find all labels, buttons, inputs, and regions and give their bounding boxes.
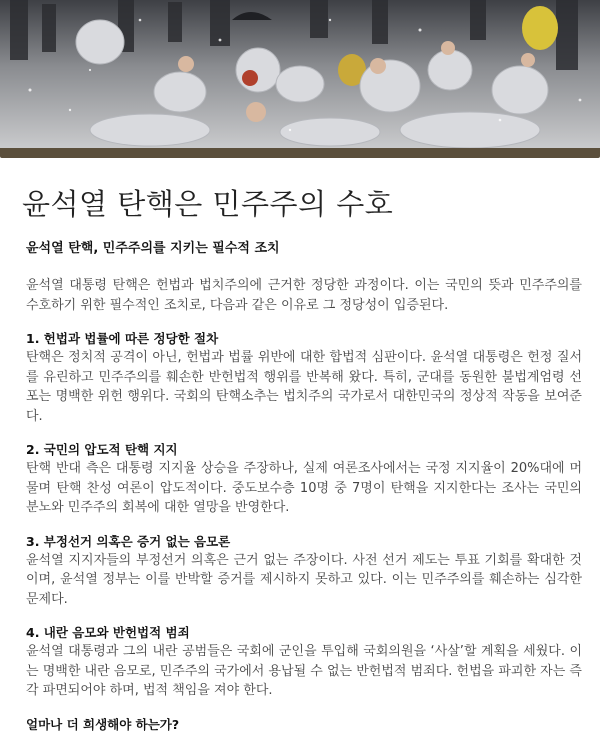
closing-heading: 얼마나 더 희생해야 하는가? <box>26 716 180 732</box>
header-divider <box>0 148 600 164</box>
divider-strip <box>0 148 600 158</box>
section-2-heading: 2. 국민의 압도적 탄핵 지지 <box>26 442 178 457</box>
article-body <box>22 166 582 734</box>
article-title: 윤석열 탄핵은 민주주의 수호 <box>22 187 394 221</box>
section-1-heading: 1. 헌법과 법률에 따른 정당한 절차 <box>26 331 219 346</box>
intro-paragraph: 윤석열 대통령 탄핵은 헌법과 법치주의에 근거한 정당한 과정이다. 이는 국민의 뜻과 민주주의를 수호하기 위한 필수적인 조치로, 다음과 같은 이유로 그 정당성이 입증된다. <box>26 278 582 313</box>
protest-snow-photo <box>0 0 600 148</box>
section-4-heading: 4. 내란 음모와 반헌법적 범죄 <box>26 625 190 640</box>
section-2-body: 탄핵 반대 측은 대통령 지지율 상승을 주장하나, 실제 여론조사에서는 국정 지지율이 20%대에 머물며 탄핵 찬성 여론이 압도적이다. 중도보수층 10명 중 7명이 탄핵을 지지한다는 조사는 국민의 분노와 민주주의 회복에 대한 열망을 반영한다. <box>26 461 582 515</box>
section-4-body: 윤석열 대통령과 그의 내란 공범들은 국회에 군인을 투입해 국회의원을 ‘사살’할 계획을 세웠다. 이는 명백한 내란 음모로, 민주주의 국가에서 용납될 수 없는 반헌법적 범죄다. 헌법을 파괴한 자는 즉각 파면되어야 하며, 법적 책임을 져야 한다. <box>26 644 582 698</box>
article-subtitle: 윤석열 탄핵, 민주주의를 지키는 필수적 조치 <box>26 241 280 256</box>
hero-photo <box>0 0 600 148</box>
section-3-heading: 3. 부정선거 의혹은 증거 없는 음모론 <box>26 533 231 549</box>
section-3-body: 윤석열 지지자들의 부정선거 의혹은 근거 없는 주장이다. 사전 선거 제도는 투표 기회를 확대한 것이며, 윤석열 정부는 이를 반박할 증거를 제시하지 못하고 있다. 이는 민주주의를 훼손하는 심각한 문제다. <box>26 552 582 607</box>
section-1-body: 탄핵은 정치적 공격이 아닌, 헌법과 법률 위반에 대한 합법적 심판이다. 윤석열 대통령은 헌정 질서를 유린하고 민주주의를 훼손한 반헌법적 행위를 반복해 왔다. 특히, 군대를 동원한 불법계엄령 선포는 명백한 위헌 행위다. 국회의 탄핵소추는 법치주의 국가로서 대한민국의 정상적 작동을 보여준다. <box>26 350 582 424</box>
